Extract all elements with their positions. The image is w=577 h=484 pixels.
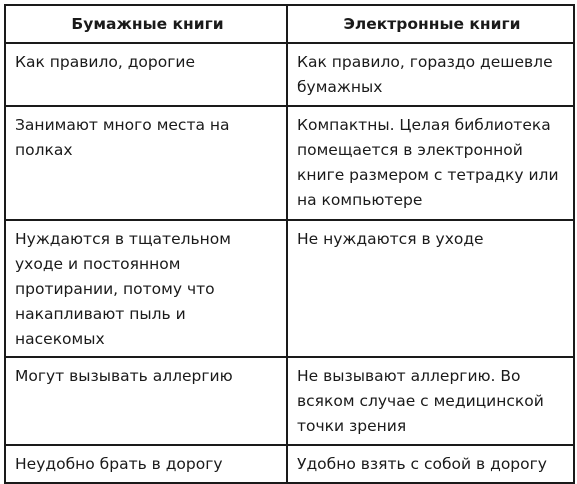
cell-electronic: Компактны. Целая библиотека помещается в электронной книге размером с тетрадку или на компьютере <box>287 106 574 220</box>
table-row <box>5 43 574 106</box>
cell-electronic: Не нуждаются в уходе <box>287 220 574 357</box>
cell-paper: Неудобно брать в дорогу <box>5 445 287 483</box>
table-row <box>5 106 574 220</box>
cell-electronic: Не вызывают аллергию. Во всяком случае с медицинской точки зрения <box>287 357 574 445</box>
cell-electronic: Удобно взять с собой в дорогу <box>287 445 574 483</box>
cell-paper: Занимают много места на полках <box>5 106 287 220</box>
table-row <box>5 357 574 445</box>
comparison-table <box>4 4 575 484</box>
table-header-row <box>5 5 574 43</box>
cell-electronic: Как правило, гораздо дешевле бумажных <box>287 43 574 106</box>
table-row <box>5 220 574 357</box>
cell-paper: Нуждаются в тщательном уходе и постоянном протирании, потому что накапливают пыль и насекомых <box>5 220 287 357</box>
table-row <box>5 445 574 483</box>
header-e-books: Электронные книги <box>287 5 574 43</box>
cell-paper: Могут вызывать аллергию <box>5 357 287 445</box>
header-paper-books: Бумажные книги <box>5 5 287 43</box>
cell-paper: Как правило, дорогие <box>5 43 287 106</box>
